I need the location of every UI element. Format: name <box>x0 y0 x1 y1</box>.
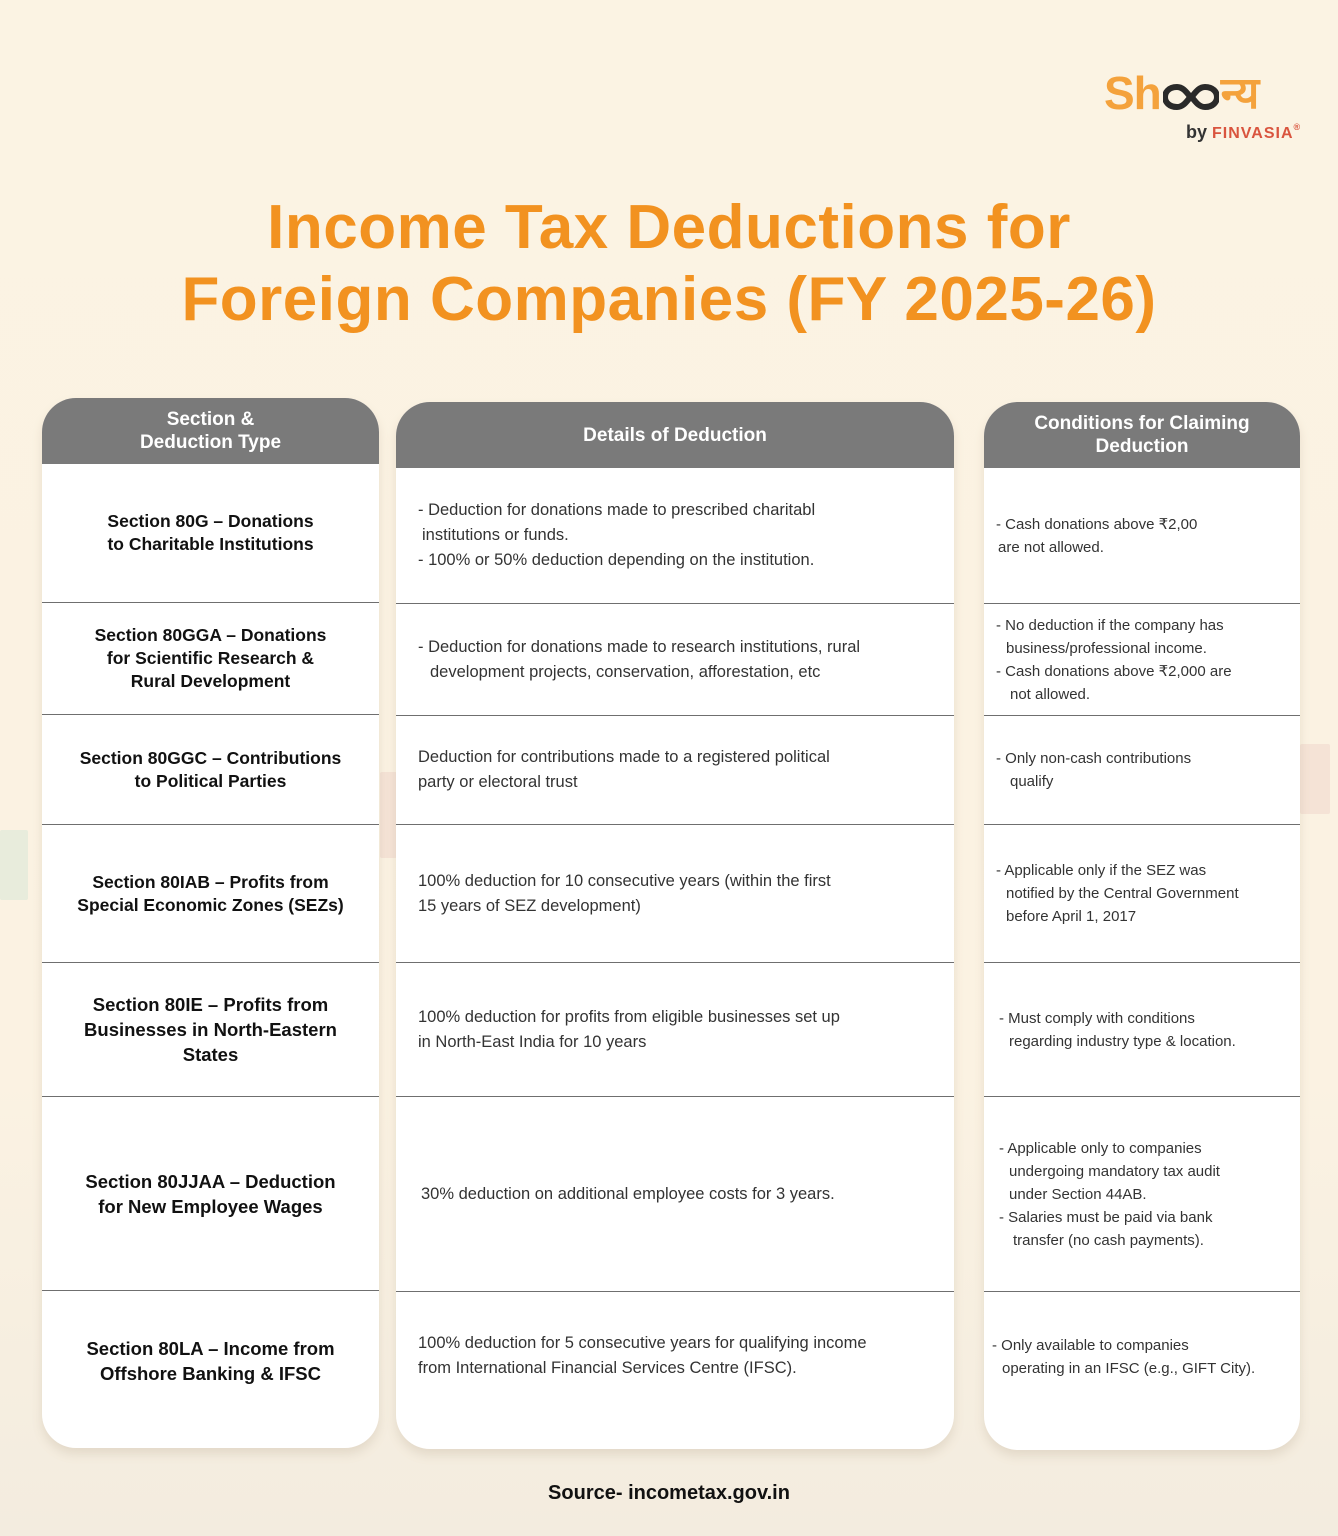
finvasia-brand: FINVASIA <box>1212 125 1294 142</box>
cell-line: - Only non-cash contributions <box>996 750 1192 767</box>
shoonya-logo <box>1104 60 1304 142</box>
decorative-shape <box>0 830 28 900</box>
cell-line: Section 80GGC – Contributions <box>79 747 342 768</box>
details-cell <box>396 603 954 715</box>
section-column-header <box>42 398 379 464</box>
details-cell <box>396 962 954 1096</box>
header-line: Section & <box>166 409 255 430</box>
header-line: Conditions for Claiming <box>1034 413 1250 434</box>
cell-line: from International Financial Services Centre (IFSC). <box>418 1358 797 1377</box>
conditions-cell <box>984 468 1300 603</box>
cell-line: qualify <box>1010 773 1054 790</box>
cell-line: 100% deduction for 5 consecutive years for qualifying income <box>418 1333 867 1352</box>
conditions-column <box>984 402 1300 1450</box>
section-cell <box>42 464 379 602</box>
header-line: Deduction Type <box>139 432 282 453</box>
cell-line: regarding industry type & location. <box>1009 1032 1236 1050</box>
cell-line: - Must comply with conditions <box>999 1009 1195 1027</box>
cell-line: Offshore Banking & IFSC <box>99 1362 321 1384</box>
section-cell <box>42 962 379 1096</box>
cell-line: - Only available to companies <box>992 1336 1189 1354</box>
cell-line: - Cash donations above ₹2,000 are <box>996 662 1232 680</box>
cell-line: - No deduction if the company has <box>996 616 1224 634</box>
cell-line: 100% deduction for profits from eligible businesses set up <box>418 1007 840 1026</box>
cell-line: development projects, conservation, afforestation, etc <box>430 662 821 681</box>
conditions-cell <box>984 1291 1300 1421</box>
cell-line: Section 80IE – Profits from <box>92 994 329 1015</box>
cell-line: to Political Parties <box>134 770 287 791</box>
cell-line: for Scientific Research & <box>106 648 315 668</box>
cell-line: business/professional income. <box>1006 639 1207 657</box>
details-cell <box>396 1291 954 1419</box>
page-title <box>0 192 1338 336</box>
details-cell <box>396 468 954 603</box>
infinity-icon <box>1163 83 1219 111</box>
header-line: Deduction <box>1095 436 1189 457</box>
logo-text-hindi: न्य <box>1220 68 1260 119</box>
conditions-cell <box>984 962 1300 1096</box>
cell-line: Section 80GGA – Donations <box>94 625 327 645</box>
details-cell <box>396 1096 954 1291</box>
by-text: by <box>1186 122 1208 142</box>
section-cell <box>42 824 379 962</box>
title-line-2: Foreign Companies (FY 2025-26) <box>181 265 1157 334</box>
cell-line: Rural Development <box>130 671 291 691</box>
title-line-1: Income Tax Deductions for <box>267 193 1071 262</box>
cell-line: under Section 44AB. <box>1009 1185 1147 1203</box>
cell-line: are not allowed. <box>998 538 1104 556</box>
cell-line: - 100% or 50% deduction depending on the institution. <box>418 551 815 569</box>
cell-line: operating in an IFSC (e.g., GIFT City). <box>1002 1359 1256 1377</box>
cell-line: undergoing mandatory tax audit <box>1009 1162 1220 1180</box>
cell-line: - Cash donations above ₹2,00 <box>996 515 1198 533</box>
conditions-cell <box>984 824 1300 962</box>
cell-line: 15 years of SEZ development) <box>418 896 641 915</box>
section-cell <box>42 602 379 714</box>
cell-line: Deduction for contributions made to a registered political <box>418 748 830 766</box>
conditions-cell <box>984 715 1300 824</box>
cell-line: Businesses in North-Eastern <box>84 1019 337 1040</box>
cell-line: Special Economic Zones (SEZs) <box>77 894 344 915</box>
cell-line: notified by the Central Government <box>1006 885 1239 902</box>
details-cell <box>396 824 954 962</box>
logo-byline <box>1186 122 1300 143</box>
cell-line: Section 80G – Donations <box>107 511 314 531</box>
source-citation: Source- incometax.gov.in <box>548 1482 790 1504</box>
conditions-column-header <box>984 402 1300 468</box>
registered-mark: ® <box>1293 122 1301 132</box>
cell-line: party or electoral trust <box>418 773 578 791</box>
header-line: Details of Deduction <box>583 424 767 446</box>
cell-line: - Deduction for donations made to prescribed charitabl <box>418 501 816 519</box>
cell-line: - Salaries must be paid via bank <box>999 1208 1213 1226</box>
section-column <box>42 398 379 1448</box>
details-column <box>396 402 954 1449</box>
logo-text-latin: Sh <box>1104 67 1161 119</box>
cell-line: - Deduction for donations made to research institutions, rural <box>418 637 861 656</box>
cell-line: Section 80IAB – Profits from <box>92 871 329 892</box>
cell-line: 30% deduction on additional employee costs for 3 years. <box>421 1184 835 1203</box>
cell-line: Section 80LA – Income from <box>86 1337 335 1359</box>
decorative-shape <box>1300 744 1330 814</box>
cell-line: - Applicable only to companies <box>999 1139 1202 1157</box>
cell-line: States <box>182 1044 239 1065</box>
conditions-cell <box>984 1096 1300 1291</box>
section-cell <box>42 714 379 824</box>
cell-line: to Charitable Institutions <box>107 534 314 554</box>
cell-line: for New Employee Wages <box>98 1195 323 1217</box>
cell-line: in North-East India for 10 years <box>418 1032 647 1051</box>
cell-line: institutions or funds. <box>422 526 569 544</box>
cell-line: - Applicable only if the SEZ was <box>996 862 1207 879</box>
cell-line: Section 80JJAA – Deduction <box>85 1170 336 1192</box>
cell-line: not allowed. <box>1010 685 1091 703</box>
conditions-cell <box>984 603 1300 715</box>
details-cell <box>396 715 954 824</box>
cell-line: 100% deduction for 10 consecutive years (within the first <box>418 871 831 890</box>
section-cell <box>42 1290 379 1430</box>
cell-line: transfer (no cash payments). <box>1013 1231 1204 1249</box>
details-column-header <box>396 402 954 468</box>
decorative-shape <box>380 772 397 858</box>
section-cell <box>42 1096 379 1290</box>
cell-line: before April 1, 2017 <box>1006 908 1137 925</box>
